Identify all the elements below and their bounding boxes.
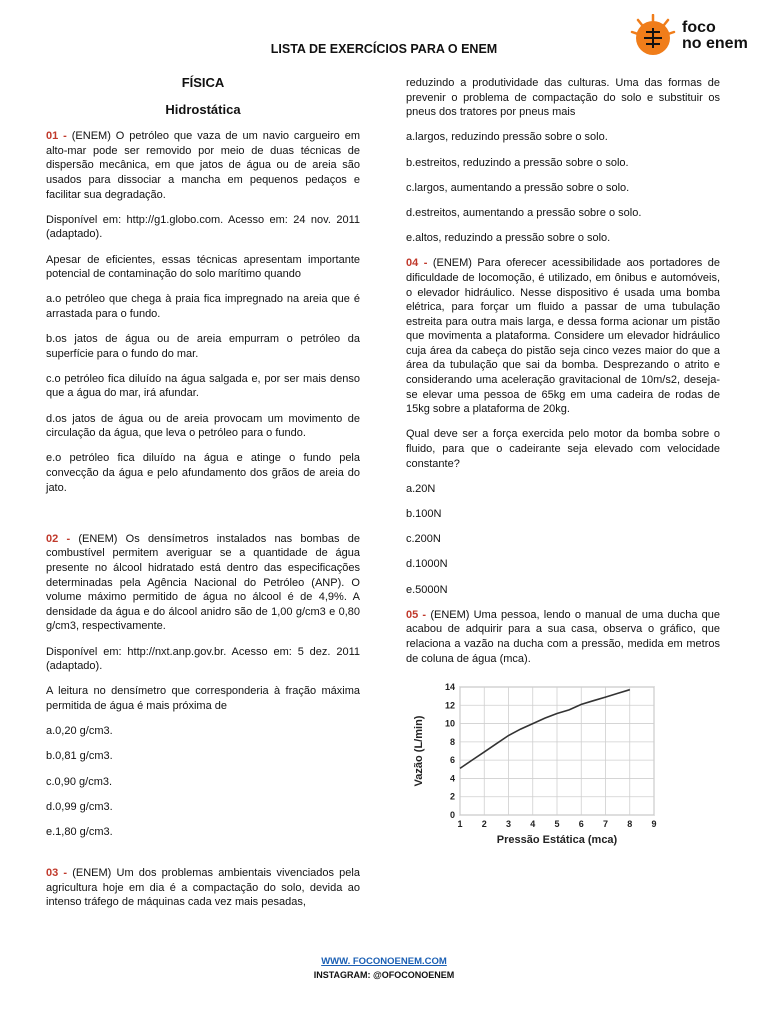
question-text: (ENEM) Um dos problemas ambientais vivenciados pela agricultura hoje em dia é a compactação do solo, devida ao intenso tráfego de máquinas cada vez mais pesadas, [46, 867, 360, 909]
y-axis-label: Vazão (L/min) [413, 715, 425, 787]
question-3-continued: reduzindo a produtividade das culturas. Uma das formas de prevenir o problema de compactação do solo e substituir os pneus dos tratores por pneus mais [406, 77, 720, 119]
option-c: c.o petróleo fica diluído na água salgada e, por ser mais denso que a água do mar, irá afundar. [46, 372, 360, 400]
question-2 [46, 532, 360, 634]
brand-name-line2: no enem [682, 35, 748, 52]
x-tick-label: 5 [554, 818, 560, 829]
page-title: LISTA DE EXERCÍCIOS PARA O ENEM [270, 42, 498, 56]
x-tick-label: 4 [530, 818, 536, 829]
x-tick-label: 2 [481, 818, 487, 829]
option-a: a.o petróleo que chega à praia fica impregnado na areia que é arrastada para o fundo. [46, 293, 360, 320]
option-e: e.5000N [406, 583, 448, 596]
question-number: 04 - [406, 257, 428, 270]
question-text: (ENEM) O petróleo que vaza de um navio cargueiro em alto-mar pode ser removido por meio de duas técnicas de dispersão mecânica, em que jatos de água ou de areia são usados para dissociar a mancha em pequenos pedaços e facilitar sua degradação. [46, 130, 360, 201]
option-a: a.0,20 g/cm3. [46, 725, 113, 738]
x-tick-label: 7 [602, 818, 609, 829]
option-b: b.estreitos, reduzindo a pressão sobre o solo. [406, 156, 629, 169]
x-tick-label: 1 [457, 818, 463, 829]
subject-heading: FÍSICA [181, 75, 225, 90]
question-stem: A leitura no densímetro que corresponderia à fração máxima permitida de água é mais próxima de [46, 685, 360, 712]
y-tick-label: 8 [449, 736, 455, 747]
x-tick-label: 8 [627, 818, 633, 829]
y-tick-label: 4 [449, 773, 455, 784]
option-e: e.o petróleo fica diluído na água e atinge o fundo pela convecção da água e pelo afundamento dos grãos de areia do jato. [46, 452, 360, 494]
y-tick-label: 14 [444, 681, 455, 692]
question-text: (ENEM) Os densímetros instalados nas bombas de combustível permitem averiguar se a quantidade de água presente no álcool hidratado está dentro das especificações determinadas pela Agência Nacional do Petróleo (ANP). O volume máximo permitido de água no álcool é de 4,9%. A densidade da água e do álcool anidro são de 1,00 g/cm3 e 0,80 g/cm3, respectivamente. [46, 532, 360, 633]
brand-name-line1: foco [682, 19, 716, 36]
y-tick-label: 12 [444, 700, 455, 711]
option-a: a.largos, reduzindo pressão sobre o solo. [406, 131, 608, 144]
option-a: a.20N [406, 482, 436, 495]
question-number: 05 - [406, 608, 427, 621]
x-tick-label: 6 [578, 818, 584, 829]
question-stem: Qual deve ser a força exercida pelo motor da bomba sobre o fluido, para que o cadeirante seja elevado com velocidade constante? [406, 428, 720, 470]
option-d: d.os jatos de água ou de areia provocam um movimento de circulação da água, que leva o petróleo para o fundo. [46, 412, 360, 440]
question-4 [406, 256, 720, 417]
option-c: c.200N [406, 533, 441, 546]
footer-instagram: INSTAGRAM: @OFOCONOENEM [313, 970, 455, 980]
y-tick-label: 0 [449, 809, 455, 820]
question-text: (ENEM) Uma pessoa, lendo o manual de uma ducha que acabou de adquirir para a sua casa, observa o gráfico, que relaciona a vazão na ducha com a pressão, medida em metros de coluna de água (mca). [406, 608, 720, 665]
option-d: d.estreitos, aumentando a pressão sobre o solo. [406, 206, 642, 219]
right-column [406, 76, 720, 849]
question-number: 01 - [46, 130, 67, 143]
question-number: 02 - [46, 532, 71, 545]
option-d: d.0,99 g/cm3. [46, 800, 113, 813]
y-tick-label: 10 [444, 718, 455, 729]
question-stem: Apesar de eficientes, essas técnicas apresentam importante potencial de contaminação do solo marítimo quando [46, 253, 360, 281]
question-5 [406, 608, 720, 666]
option-b: b.0,81 g/cm3. [46, 750, 113, 763]
option-b: b.os jatos de água ou de areia empurram o petróleo da superfície para o fundo do mar. [46, 333, 360, 360]
footer-site-link[interactable]: WWW. FOCONOENEM.COM [321, 956, 447, 967]
question-1 [46, 129, 360, 202]
option-d: d.1000N [406, 558, 448, 571]
option-c: c.0,90 g/cm3. [46, 775, 113, 788]
topic-heading: Hidrostática [165, 101, 241, 117]
option-b: b.100N [406, 508, 442, 520]
question-number: 03 - [46, 867, 68, 880]
flow-pressure-chart [406, 677, 676, 849]
question-text: (ENEM) Para oferecer acessibilidade aos portadores de dificuldade de locomoção, é utilizado, em ônibus e automóveis, o elevador hidráulico. Nesse dispositivo é usada uma bomba elétrica, para forçar um fluido a passar de uma tubulação estreita para outra mais larga, e dessa forma acionar um pistão que movimenta a plataforma. Considere um elevador hidráulico cuja área da cabeça do pistão seja cinco vezes maior do que a área da tubulação que sai da bomba. Desprezando o atrito e considerando uma aceleração gravitacional de 10m/s2, deseja-se elevar uma pessoa de 65kg em uma cadeira de rodas de 15kg sobre a plataforma de 20kg. [406, 257, 720, 416]
option-e: e.1,80 g/cm3. [46, 825, 113, 838]
question-source: Disponível em: http://nxt.anp.gov.br. Acesso em: 5 dez. 2011 (adaptado). [46, 645, 360, 673]
question-3 [46, 866, 360, 910]
left-column [46, 76, 360, 920]
question-source: Disponível em: http://g1.globo.com. Acesso em: 24 nov. 2011 (adaptado). [46, 213, 360, 241]
x-tick-label: 9 [651, 818, 657, 829]
x-tick-label: 3 [505, 818, 512, 829]
option-c: c.largos, aumentando a pressão sobre o solo. [406, 181, 630, 194]
y-tick-label: 2 [449, 791, 455, 802]
option-e: e.altos, reduzindo a pressão sobre o solo. [406, 232, 611, 245]
y-tick-label: 6 [449, 754, 455, 765]
x-axis-label: Pressão Estática (mca) [496, 833, 618, 846]
